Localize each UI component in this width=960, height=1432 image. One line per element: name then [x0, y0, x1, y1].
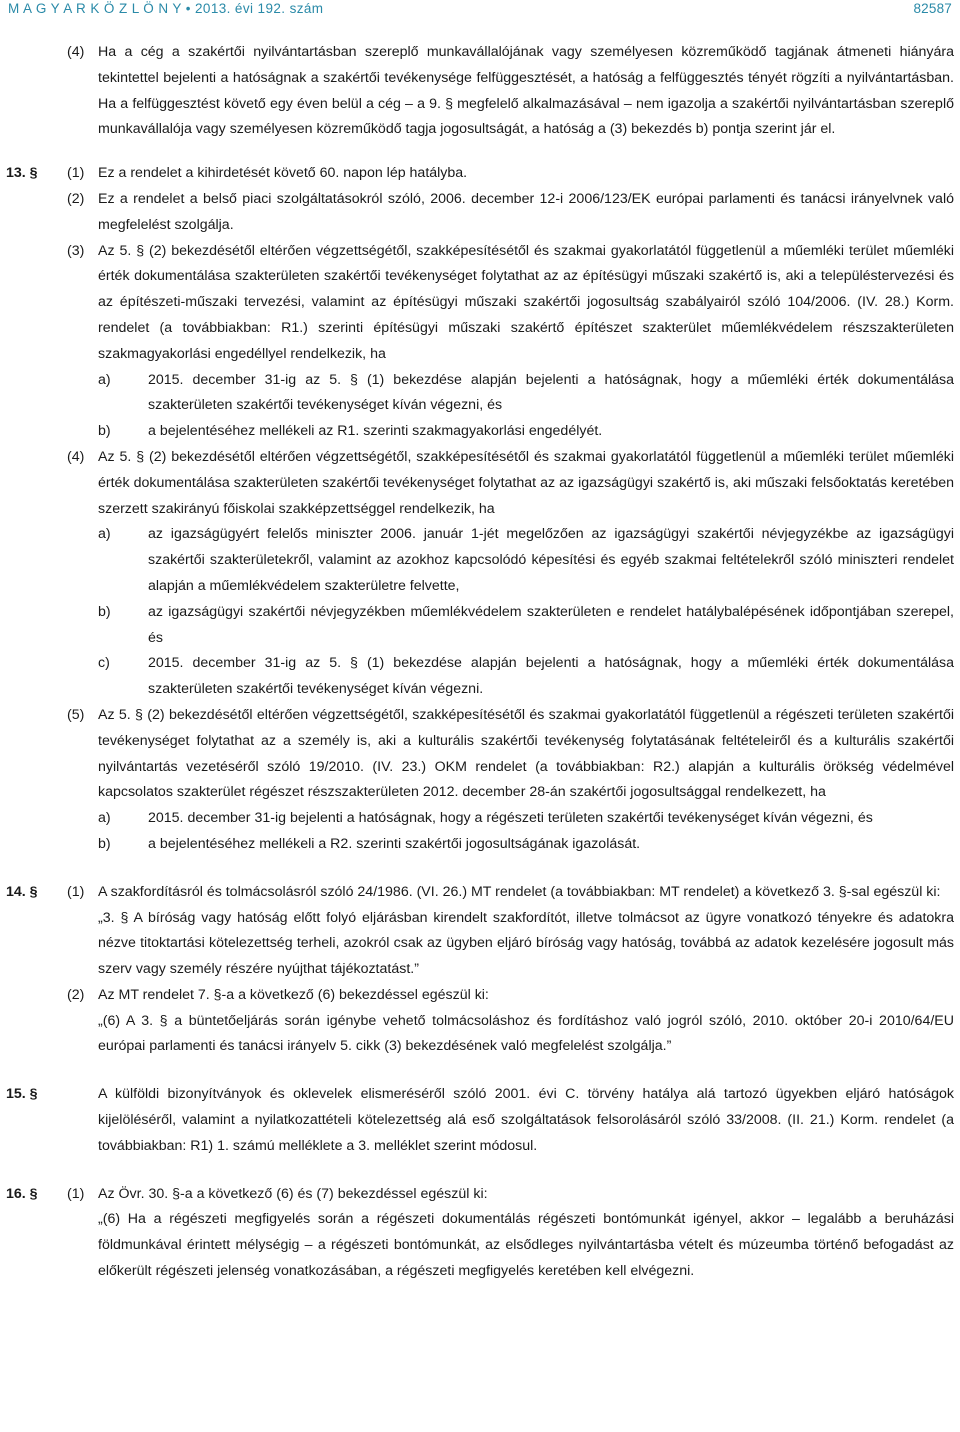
paragraph-text: Az Övr. 30. §-a a következő (6) és (7) bekezdéssel egészül ki:	[98, 1185, 488, 1202]
list-label: a)	[98, 371, 111, 388]
list-text: az igazságügyi szakértői névjegyzékben műemlékvédelem szakterületen e rendelet hatálybalépésének időpontjában szerepel, és	[148, 603, 954, 646]
section-label: 13. §	[6, 165, 38, 182]
list-item	[0, 368, 960, 420]
paragraph-number: (5)	[67, 706, 85, 723]
list-label: a)	[98, 810, 111, 827]
list-item	[0, 832, 960, 858]
list-text: 2015. december 31-ig bejelenti a hatóságnak, hogy a régészeti területen szakértői tevékenységet kíván végezni, és	[148, 810, 873, 827]
section-14-p2	[0, 983, 960, 1009]
section-14-p1	[0, 880, 960, 906]
section-13-p4	[0, 445, 960, 522]
paragraph-text: Ha a cég a szakértői nyilvántartásban szereplő munkavállalójának vagy személyesen közreműködő tagjának átmeneti hiányára tekintettel bejelenti a hatóságnak a szakértői tevékenysége felfüggesztését, a hatóság a felfüggesztés tényét rögzíti a nyilvántartásban. Ha a felfüggesztést követő egy éven belül a cég – a 9. § megfelelő alkalmazásával – nem igazolja a szakértői nyilvántartásban szereplő munkavállalója vagy személyesen közreműködő tagja jogosultságát, a hatóság a (3) bekezdés b) pontja szerint jár el.	[98, 44, 954, 138]
list-item	[0, 651, 960, 703]
paragraph-number: (1)	[67, 165, 85, 182]
page-number: 82587	[913, 1, 952, 16]
list-label: b)	[98, 423, 111, 440]
paragraph-text: A külföldi bizonyítványok és oklevelek elismeréséről szóló 2001. évi C. törvény hatálya alá tartozó ügyekben eljáró hatóságok kijelöléséről, valamint a nyilatkozattételi kötelezettség alá eső szolgáltatások felsorolásáról szóló 33/2008. (II. 21.) Korm. rendelet (a továbbiakban: R1) 1. számú melléklete a 3. melléklet szerint módosul.	[98, 1086, 954, 1154]
paragraph-number: (1)	[67, 1185, 85, 1202]
section-13-p5	[0, 703, 960, 806]
paragraph-text: Az 5. § (2) bekezdésétől eltérően végzettségétől, szakképesítésétől és szakmai gyakorlatától függetlenül a műemléki terület műemléki érték dokumentálása szakterületen szakértői tevékenységet folytathat az az igazságügyi szakértő is, aki műszaki felsőoktatás keretében szerzett szakirányú főiskolai szakképzettséggel rendelkezik, ha	[98, 448, 954, 517]
paragraph-text: Ez a rendelet a kihirdetését követő 60. napon lép hatályba.	[98, 165, 468, 182]
list-label: c)	[98, 655, 110, 672]
paragraph-number: (3)	[67, 242, 85, 259]
paragraph-4-top	[0, 40, 960, 143]
paragraph-text: Az 5. § (2) bekezdésétől eltérően végzettségétől, szakképesítésétől és szakmai gyakorlatától függetlenül a műemléki terület műemléki érték dokumentálása szakterületen szakértői tevékenységet folytathat az az építésügyi műszaki szakértő is, aki a településtervezési és az építészeti-műszaki tervezési, valamint az építésügyi műszaki szakértői jogosultság szabályairól szóló 104/2006. (IV. 28.) Korm. rendelet (a továbbiakban: R1.) szerinti építésügyi műszaki szakértő építészet szakterület műemlékvédelem részszakterületen szakmagyakorlási engedéllyel rendelkezik, ha	[98, 242, 954, 362]
section-13-p3	[0, 239, 960, 368]
paragraph-number: (2)	[67, 986, 85, 1003]
paragraph-number: (4)	[67, 448, 85, 465]
list-item	[0, 600, 960, 652]
list-text: 2015. december 31-ig az 5. § (1) bekezdése alapján bejelenti a hatóságnak, hogy a műemléki érték dokumentálása szakterületen szakértői tevékenységet kíván végezni, és	[148, 371, 954, 414]
list-item	[0, 806, 960, 832]
section-label: 14. §	[6, 883, 38, 900]
list-label: b)	[98, 603, 111, 620]
quoted-text: „(6) A 3. § a büntetőeljárás során igénybe vehető tolmácsoláshoz és fordításhoz való jogról szóló, 2010. október 20-i 2010/64/EU európai parlamenti és tanácsi irányelv 5. cikk (3) bekezdésének való megfelelést szolgálja.”	[98, 1012, 954, 1055]
list-text: az igazságügyért felelős miniszter 2006. január 1-jét megelőzően az igazságügyi szakértői névjegyzékbe az igazságügyi szakértői szakterületekről, valamint az azokhoz kapcsolódó képesítési és egyéb szakmai feltételekről szóló miniszteri rendelet alapján a műemlékvédelem szakterületre felvette,	[148, 526, 954, 594]
list-item	[0, 522, 960, 599]
list-label: a)	[98, 526, 111, 543]
document-body	[0, 40, 960, 1285]
paragraph-number: (2)	[67, 190, 85, 207]
section-13-p1	[0, 161, 960, 187]
quoted-text: „3. § A bíróság vagy hatóság előtt folyó eljárásban kirendelt szakfordítót, illetve tolmácsot az ügyre vonatkozó tényekre és adatokra nézve titoktartási kötelezettség terheli, azokról csak az ügyben eljáró bíróság vagy hatóság, továbbá az adatok kezelésére jogosult más szerv vagy személy részére nyújthat tájékoztatást.”	[98, 909, 954, 978]
paragraph-text: Az 5. § (2) bekezdésétől eltérően végzettségétől, szakképesítésétől és szakmai gyakorlatától függetlenül a régészeti területen szakértői tevékenységet folytathat az a személy is, aki a kulturális szakértői tevékenység folytatásának feltételeiről és a kulturális szakértői nyilvántartás vezetéséről szóló 19/2010. (IV. 23.) OKM rendelet (a továbbiakban: R2.) alapján a kulturális örökség védelmével kapcsolatos szakterület régészet részszakterületen 2012. december 28-án szakértői jogosultsággal rendelkezett, ha	[98, 706, 954, 801]
list-text: a bejelentéséhez mellékeli a R2. szerinti szakértői jogosultságának igazolását.	[148, 835, 641, 852]
page-header	[8, 0, 952, 22]
paragraph-number: (4)	[67, 44, 85, 60]
section-16-p1	[0, 1182, 960, 1208]
paragraph-text: A szakfordításról és tolmácsolásról szóló 24/1986. (VI. 26.) MT rendelet (a továbbiakban: MT rendelet) a következő 3. §-sal egészül ki:	[98, 883, 941, 900]
list-text: a bejelentéséhez mellékeli az R1. szerinti szakmagyakorlási engedélyét.	[148, 423, 603, 440]
journal-title: M A G Y A R K Ö Z L Ö N Y • 2013. évi 192. szám	[8, 1, 324, 16]
section-13-p2	[0, 187, 960, 239]
section-label: 16. §	[6, 1185, 38, 1202]
paragraph-number: (1)	[67, 883, 85, 900]
quoted-text: „(6) Ha a régészeti megfigyelés során a régészeti dokumentálás régészeti bontómunkát igényel, akkor – legalább a beruházási földmunkával érintett mélységig – a régészeti bontómunkát, az elsődleges nyilvántartásba vételt és múzeumba történő befogadást az előkerült régészeti jelenség vonatkozásában, a régészeti megfigyelés keretében kell elvégezni.	[98, 1211, 954, 1280]
list-text: 2015. december 31-ig az 5. § (1) bekezdése alapján bejelenti a hatóságnak, hogy a műemléki érték dokumentálása szakterületen szakértői tevékenységet kíván végezni.	[148, 655, 954, 698]
section-label: 15. §	[6, 1086, 38, 1103]
section-15	[0, 1082, 960, 1159]
list-item	[0, 419, 960, 445]
paragraph-text: Az MT rendelet 7. §-a a következő (6) bekezdéssel egészül ki:	[98, 986, 489, 1003]
list-label: b)	[98, 835, 111, 852]
paragraph-text: Ez a rendelet a belső piaci szolgáltatásokról szóló, 2006. december 12-i 2006/123/EK európai parlamenti és tanácsi irányelvnek való megfelelést szolgálja.	[98, 190, 954, 233]
